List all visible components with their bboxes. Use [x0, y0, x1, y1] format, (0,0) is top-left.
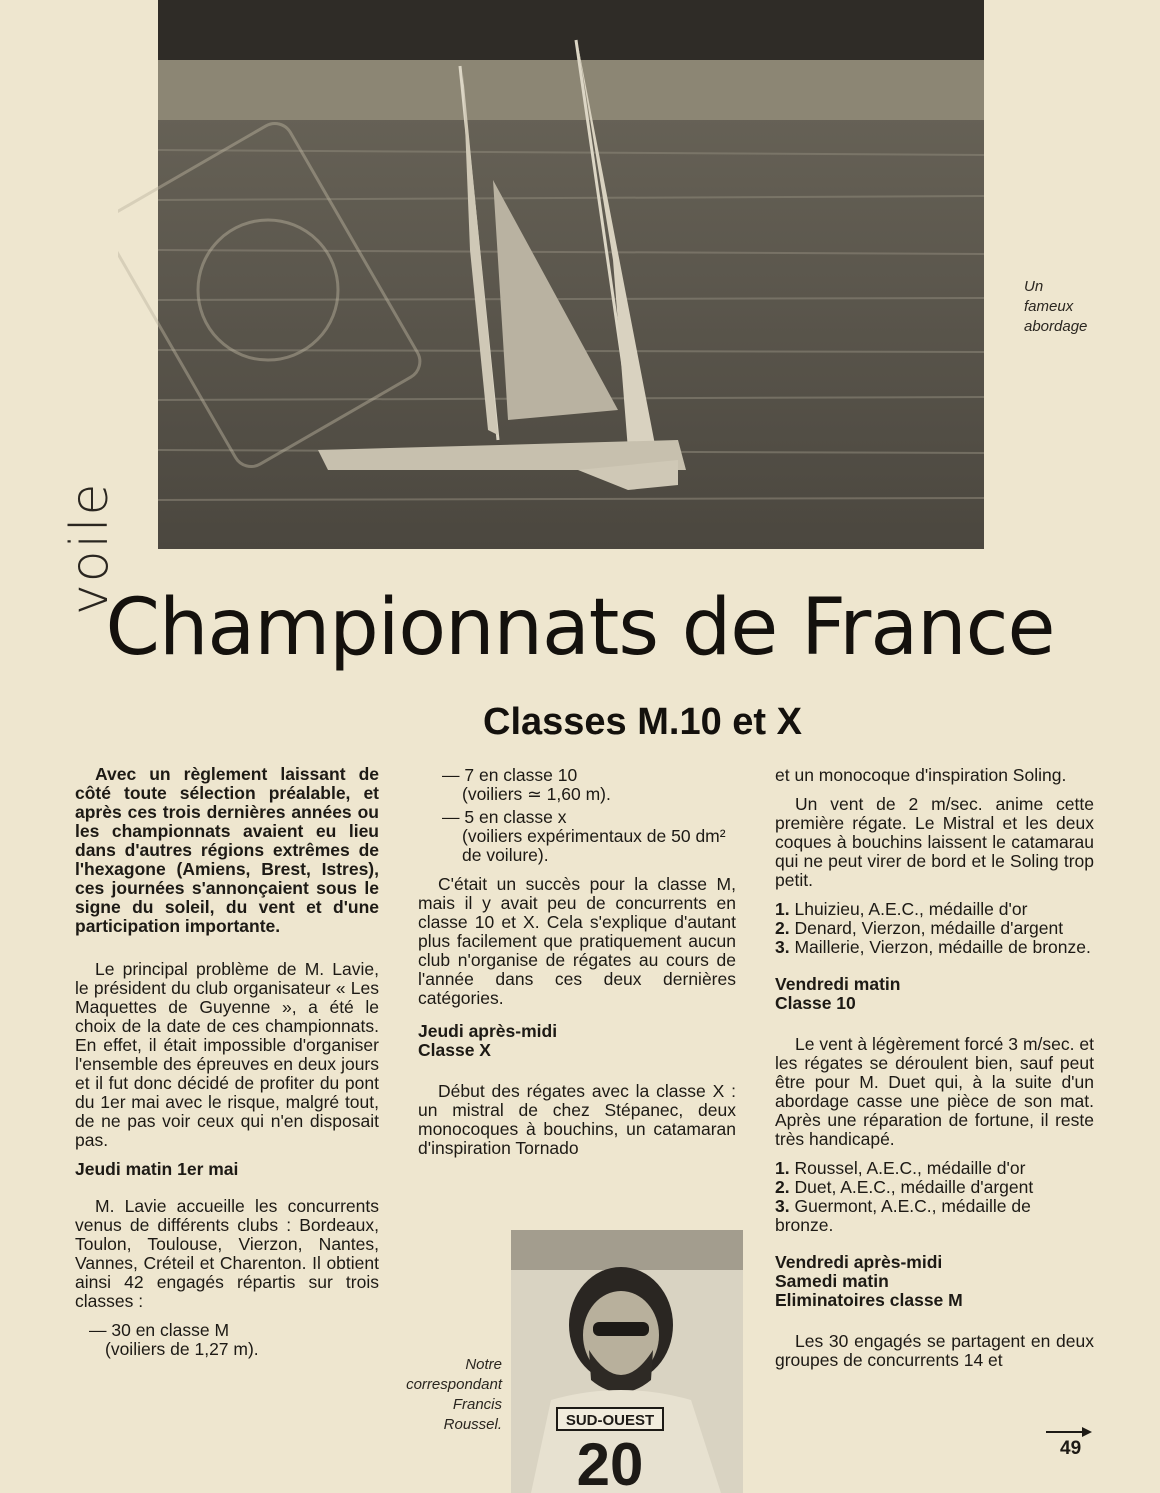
rank: 3. — [775, 937, 790, 957]
text-column-2 — [418, 766, 736, 1168]
caption-line: Un — [1024, 278, 1044, 295]
watermark-stamp — [118, 90, 448, 510]
paragraph: Un vent de 2 m/sec. anime cette première régate. Le Mistral et les deux coques à bouchins laissent le catamarau qui ne peut virer de bord et le Soling trop petit. — [775, 794, 1094, 890]
bib-number: 20 — [576, 1431, 644, 1493]
caption-line: Notre — [465, 1356, 502, 1373]
result-row — [775, 1178, 1094, 1197]
class-list-item — [75, 1321, 379, 1359]
correspondent-photo — [511, 1230, 743, 1493]
text-column-1 — [75, 765, 379, 1369]
result-text: Duet, A.E.C., médaille d'argent — [794, 1177, 1034, 1197]
results-list — [775, 1159, 1094, 1235]
bib-label: SUD-OUEST — [565, 1412, 655, 1429]
result-text: Roussel, A.E.C., médaille d'or — [794, 1158, 1026, 1178]
result-text: Lhuizieu, A.E.C., médaille d'or — [794, 899, 1028, 919]
result-text: Denard, Vierzon, médaille d'argent — [794, 918, 1064, 938]
caption-line: abordage — [1024, 318, 1088, 335]
list-item: — 5 en classe x — [442, 807, 567, 827]
result-row — [775, 900, 1094, 919]
heading-line: Classe X — [418, 1040, 491, 1060]
class-list-item — [418, 808, 736, 865]
caption-line: Francis — [452, 1396, 502, 1413]
section-heading — [418, 1022, 736, 1060]
section-heading — [775, 975, 1094, 1013]
heading-line: Classe 10 — [775, 993, 856, 1013]
heading-line: Vendredi après-midi — [775, 1252, 943, 1272]
result-row — [775, 1197, 1094, 1235]
paragraph: Le vent à légèrement forcé 3 m/sec. et les régates se déroulent bien, sauf peut être pour M. Duet qui, à la suite d'un abordage casse une pièce de son mat. Après une réparation de fortune, il reste très handicapé. — [775, 1034, 1094, 1149]
list-item-detail: (voiliers expérimentaux de 50 dm² de voilure). — [462, 826, 726, 865]
paragraph: et un monocoque d'inspiration Soling. — [775, 765, 1067, 785]
photo-caption-bottom — [372, 1355, 502, 1435]
heading-line: Samedi matin — [775, 1271, 889, 1291]
lead-paragraph: Avec un règlement laissant de côté toute sélection préalable, et après ces trois dernières années ou les championnats avaient eu lieu dans d'autres régions extrêmes de l'hexagone (Amiens, Brest, Istres), ces journées s'annonçaient sous le signe du soleil, du vent et d'une participation importante. — [75, 764, 379, 936]
page-number: 49 — [1060, 1438, 1082, 1459]
results-list — [775, 900, 1094, 957]
continue-arrow-icon — [1046, 1426, 1092, 1438]
list-item-detail: (voiliers de 1,27 m). — [105, 1339, 259, 1359]
rank: 3. — [775, 1196, 790, 1216]
text-column-3 — [775, 766, 1094, 1380]
paragraph: Début des régates avec la classe X : un mistral de chez Stépanec, deux monocoques à bouchins, un catamaran d'inspiration Tornado — [418, 1081, 736, 1158]
list-item: — 7 en classe 10 — [442, 765, 578, 785]
heading-line: Vendredi matin — [775, 974, 901, 994]
paragraph: C'était un succès pour la classe M, mais il y avait peu de concurrents en classe 10 et X. Cela s'explique d'autant plus facilement que pratiquement aucun club n'organise de régates au cours de l'année dans ces deux dernières catégories. — [418, 874, 736, 1008]
caption-line: fameux — [1024, 298, 1074, 315]
result-text: Guermont, A.E.C., médaille de bronze. — [775, 1196, 1031, 1235]
section-tag: voile — [60, 481, 120, 615]
caption-line: Roussel. — [443, 1416, 502, 1433]
heading-line: Eliminatoires classe M — [775, 1290, 963, 1310]
result-row — [775, 919, 1094, 938]
result-row — [775, 938, 1094, 957]
rank: 1. — [775, 1158, 790, 1178]
paragraph: Le principal problème de M. Lavie, le président du club organisateur « Les Maquettes de Guyenne », a été le choix de la date de ces championnats. En effet, il était impossible d'organiser l'ensemble des épreuves en deux jours et il fut donc décidé de profiter du pont du 1er mai avec le risque, malgré tout, de ne pas voir ceux qui n'en disposait pas. — [75, 959, 379, 1150]
list-item: — 30 en classe M — [89, 1320, 230, 1340]
page-title: Championnats de France — [105, 583, 1055, 673]
rank: 1. — [775, 899, 790, 919]
rank: 2. — [775, 918, 790, 938]
rank: 2. — [775, 1177, 790, 1197]
result-text: Maillerie, Vierzon, médaille de bronze. — [794, 937, 1091, 957]
paragraph: M. Lavie accueille les concurrents venus de différents clubs : Bordeaux, Toulon, Toulouse, Vierzon, Nantes, Vannes, Créteil et Charenton. Il obtient ainsi 42 engagés répartis sur trois classes : — [75, 1196, 379, 1311]
class-list-item — [418, 766, 736, 804]
list-item-detail: (voiliers ≃ 1,60 m). — [462, 784, 611, 804]
page-subtitle: Classes M.10 et X — [483, 701, 802, 743]
photo-caption-top — [1024, 277, 1134, 337]
section-heading — [775, 1253, 1094, 1310]
paragraph: Les 30 engagés se partagent en deux groupes de concurrents 14 et — [775, 1331, 1094, 1370]
section-heading: Jeudi matin 1er mai — [75, 1159, 239, 1179]
heading-line: Jeudi après-midi — [418, 1021, 558, 1041]
result-row — [775, 1159, 1094, 1178]
caption-line: correspondant — [406, 1376, 502, 1393]
